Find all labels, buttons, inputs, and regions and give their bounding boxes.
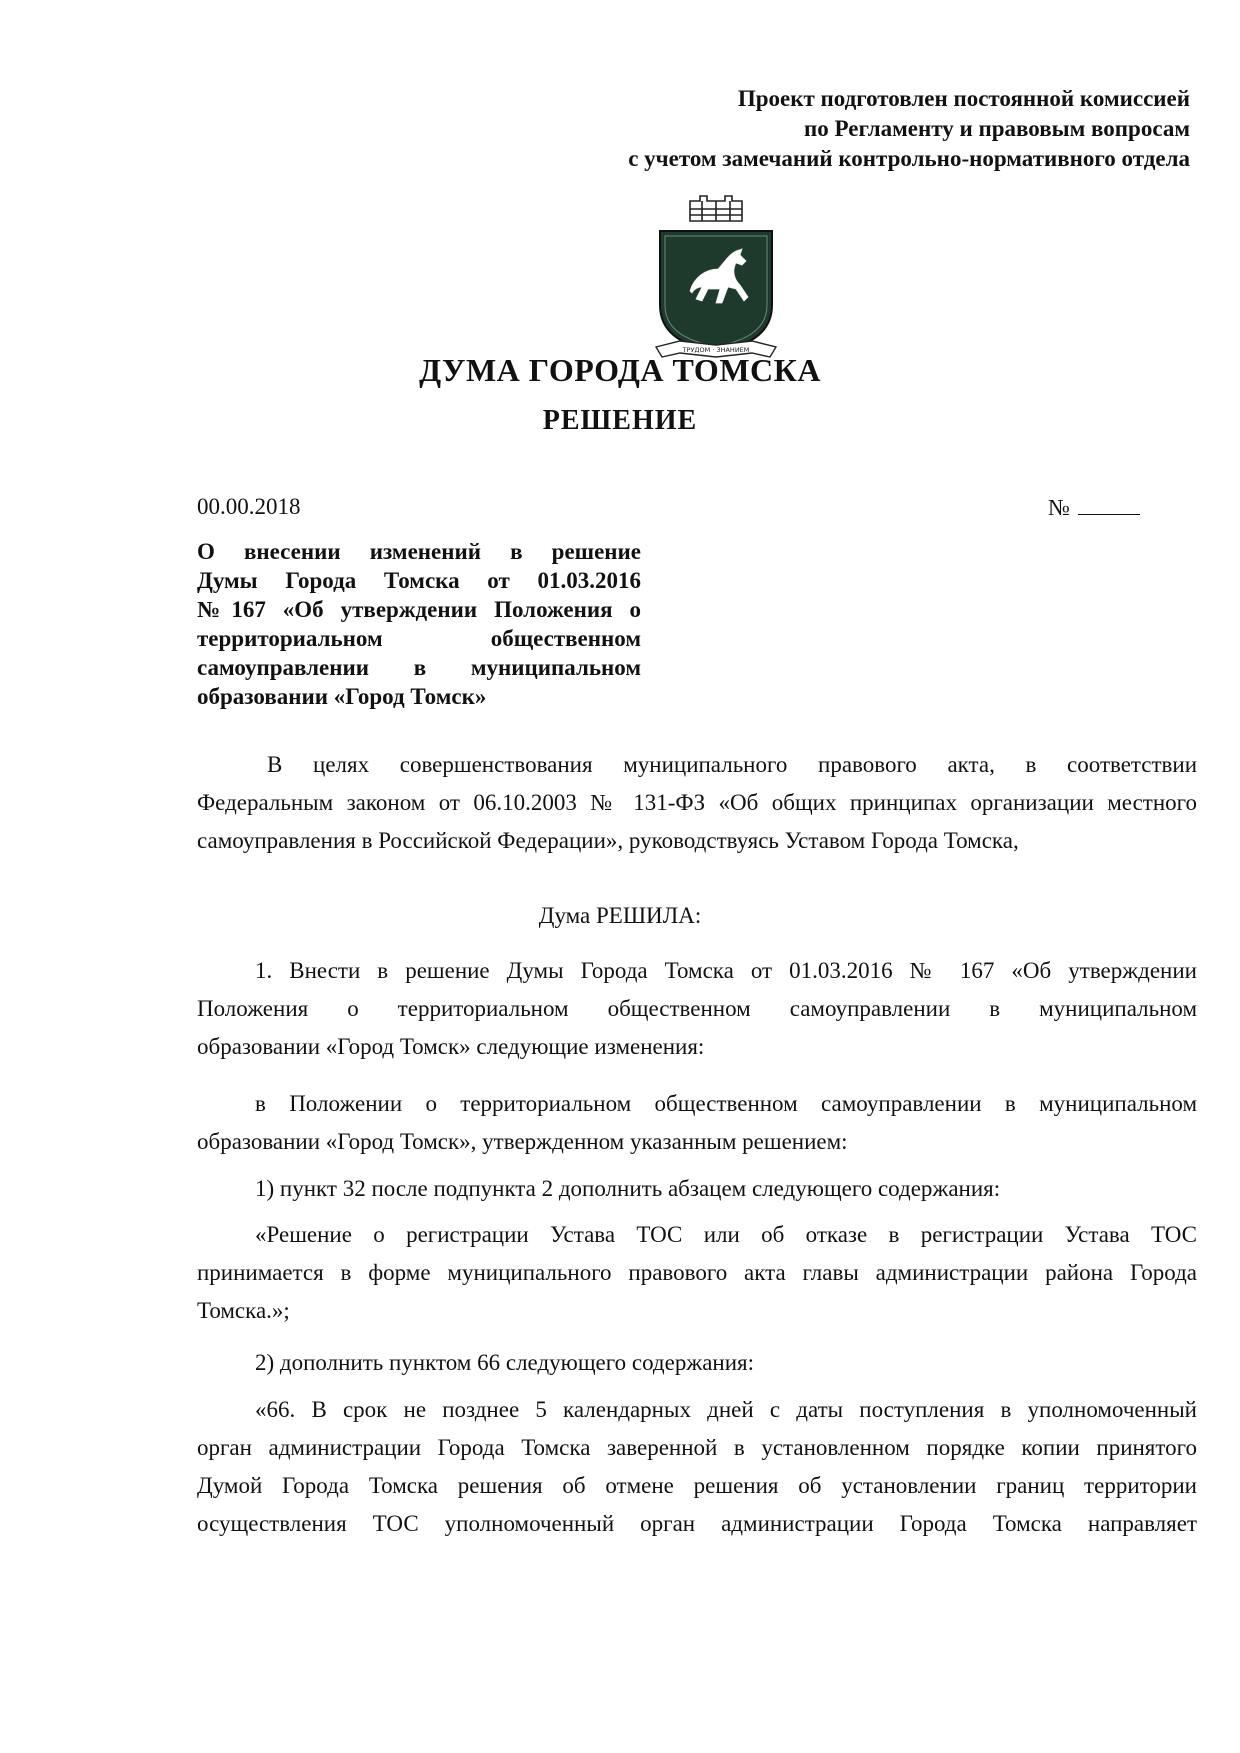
paragraph-line: осуществления ТОС уполномоченный орган администрации Города Томска направляет — [197, 1511, 1197, 1536]
quote-2-paragraph — [197, 1391, 1197, 1543]
paragraph-line: образовании «Город Томск» следующие изменения: — [197, 1034, 705, 1059]
item-1-paragraph — [197, 952, 1197, 1066]
paragraph-line: самоуправления в Российской Федерации», руководствуясь Уставом Города Томска, — [197, 828, 1019, 853]
subject-line: образовании «Город Томск» — [197, 684, 487, 709]
paragraph-line: 1. Внести в решение Думы Города Томска от 01.03.2016 № 167 «Об утверждении — [255, 958, 1197, 983]
emblem-ribbon-text: ТРУДОМ · ЗНАНИЕМ — [682, 346, 750, 354]
sub-item-1-paragraph — [197, 1170, 1197, 1208]
paragraph-line: В целях совершенствования муниципального правового акта, в соответствии — [267, 752, 1197, 777]
draft-preparation-note — [490, 84, 1190, 174]
paragraph-line: образовании «Город Томск», утвержденном указанным решением: — [197, 1129, 848, 1154]
tomsk-coat-of-arms-icon — [650, 193, 782, 368]
paragraph-line: принимается в форме муниципального правового акта главы администрации района Города — [197, 1260, 1197, 1285]
paragraph-line: Томска.»; — [197, 1298, 290, 1323]
subject-line: самоуправлении в муниципальном — [197, 655, 641, 680]
number-label: № — [1048, 495, 1070, 520]
quote-1-paragraph — [197, 1216, 1197, 1330]
sub-item-2-paragraph — [197, 1344, 1197, 1382]
paragraph-line: орган администрации Города Томска заверенной в установленном порядке копии принятого — [197, 1435, 1197, 1460]
draft-note-line: по Регламенту и правовым вопросам — [803, 116, 1190, 141]
paragraph-line: Положения о территориальном общественном самоуправлении в муниципальном — [197, 996, 1197, 1021]
paragraph-line: «66. В срок не позднее 5 календарных дней с даты поступления в уполномоченный — [255, 1397, 1197, 1422]
organization-name: ДУМА ГОРОДА ТОМСКА — [419, 352, 821, 388]
document-subject — [197, 537, 641, 711]
document-date: 00.00.2018 — [197, 494, 301, 519]
paragraph-line: Федеральным законом от 06.10.2003 № 131-ФЗ «Об общих принципах организации местного — [197, 790, 1197, 815]
regulation-paragraph — [197, 1085, 1197, 1161]
document-number — [1048, 494, 1140, 521]
preamble-paragraph — [197, 746, 1197, 860]
draft-note-line: с учетом замечаний контрольно-нормативного отдела — [628, 146, 1190, 171]
paragraph-line: 1) пункт 32 после подпункта 2 дополнить абзацем следующего содержания: — [255, 1176, 1001, 1201]
subject-line: О внесении изменений в решение — [197, 539, 641, 564]
paragraph-line: в Положении о территориальном общественном самоуправлении в муниципальном — [255, 1091, 1197, 1116]
paragraph-line: 2) дополнить пунктом 66 следующего содержания: — [255, 1350, 755, 1375]
subject-line: Думы Города Томска от 01.03.2016 — [197, 568, 641, 593]
subject-line: №167 «Об утверждении Положения о — [197, 597, 641, 622]
document-type: РЕШЕНИЕ — [542, 405, 698, 436]
paragraph-line: Думой Города Томска решения об отмене решения об установлении границ территории — [197, 1473, 1197, 1498]
number-blank — [1078, 494, 1140, 515]
subject-line: территориальном общественном — [197, 626, 641, 651]
paragraph-line: «Решение о регистрации Устава ТОС или об отказе в регистрации Устава ТОС — [255, 1222, 1197, 1247]
decided-heading: Дума РЕШИЛА: — [538, 903, 702, 928]
draft-note-line: Проект подготовлен постоянной комиссией — [737, 86, 1190, 111]
